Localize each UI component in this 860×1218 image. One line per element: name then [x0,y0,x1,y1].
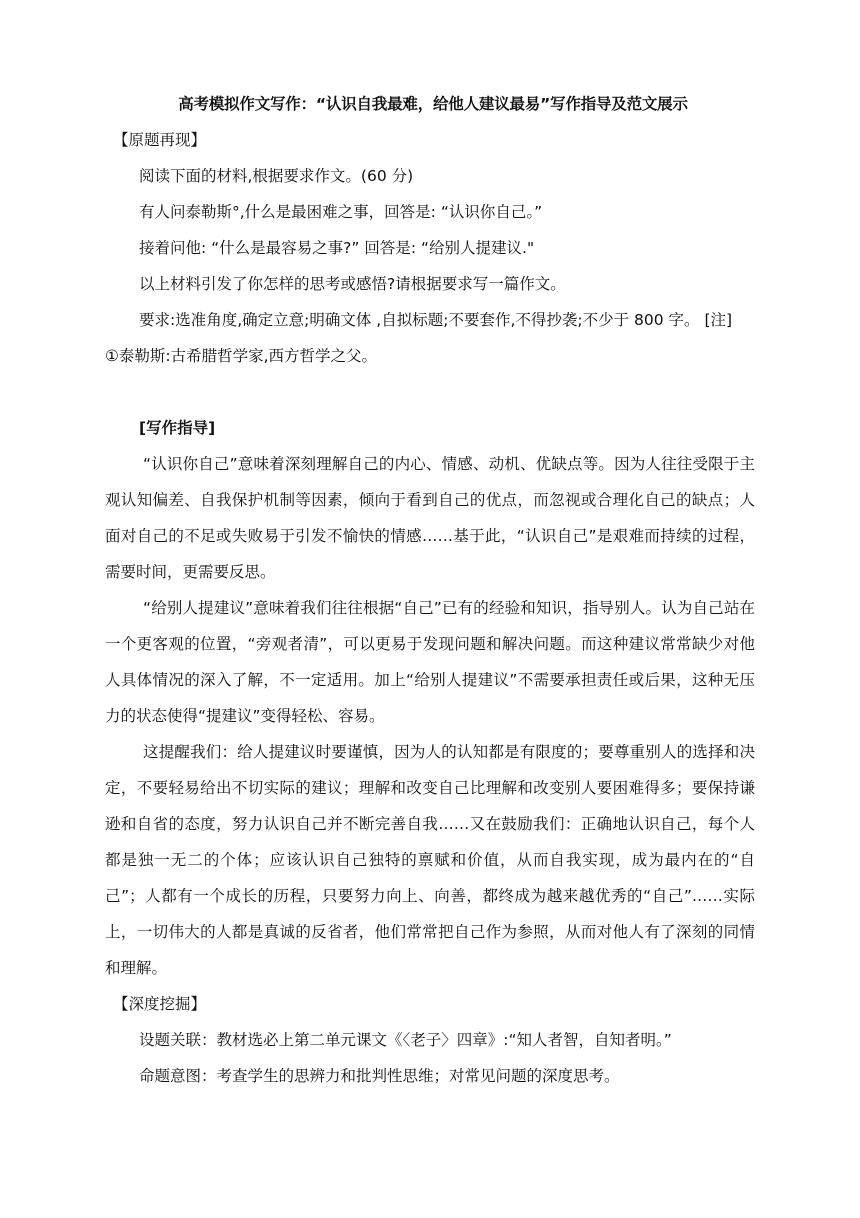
section-header-guide: [写作指导] [139,419,216,437]
section-header-deep: 【深度挖掘】 [113,995,207,1013]
guide-paragraph: 这提醒我们：给人提建议时要谨慎，因为人的认知都是有限度的；要尊重别人的选择和决定，不要轻易给出不切实际的建议；理解和改变自己比理解和改变别人要困难得多；要保持谦逊和自省的态度，努力认识自己并不断完善自我……又在鼓励我们：正确地认识自己，每个人都是独一无二的个体；应该认识自己独特的禀赋和价值，从而自我实现，成为最内在的“自己”；人都有一个成长的历程，只要努力向上、向善，都终成为越来越优秀的“自己”……实际上，一切伟大的人都是真诚的反省者，他们常常把自己作为参照，从而对他人有了深刻的同情和理解。 [105,743,755,977]
prompt-line: 有人问泰勒斯°,什么是最困难之事，回答是: “认识你自己。” [139,203,543,221]
section-header-original: 【原题再现】 [113,131,207,149]
footnote-line: ①泰勒斯:古希腊哲学家,西方哲学之父。 [105,347,378,365]
guide-paragraph: “认识你自己”意味着深刻理解自己的内心、情感、动机、优缺点等。因为人往往受限于主观认知偏差、自我保护机制等因素，倾向于看到自己的优点，而忽视或合理化自己的缺点；人面对自己的不足或失败易于引发不愉快的情感……基于此，“认识自己”是艰难而持续的过程，需要时间，更需要反思。 [105,455,755,581]
prompt-line: 以上材料引发了你怎样的思考或感悟?请根据要求写一篇作文。 [139,275,566,293]
requirements-line: 要求:选准角度,确定立意;明确文体 ,自拟标题;不要套作,不得抄袭;不少于 800 字。 [注] [139,311,733,329]
spacer [105,374,755,410]
prompt-line: 阅读下面的材料,根据要求作文。(60 分) [139,167,414,185]
prompt-line: 接着问他: “什么是最容易之事?” 回答是: “给别人提建议." [139,239,535,257]
guide-paragraph: “给别人提建议”意味着我们往往根据“自己”已有的经验和知识，指导别人。认为自己站在一个更客观的位置，“旁观者清”，可以更易于发现问题和解决问题。而这种建议常常缺少对他人具体情况的深入了解，不一定适用。加上“给别人提建议”不需要承担责任或后果，这种无压力的状态使得“提建议”变得轻松、容易。 [105,599,755,725]
document-page [105,86,755,1094]
deep-line: 命题意图：考查学生的思辨力和批判性思维；对常见问题的深度思考。 [139,1067,620,1085]
deep-line: 设题关联：教材选必上第二单元课文《〈老子〉四章》:“知人者智，自知者明。” [139,1031,672,1049]
document-title: 高考模拟作文写作：“认识自我最难，给他人建议最易”写作指导及范文展示 [178,95,688,113]
